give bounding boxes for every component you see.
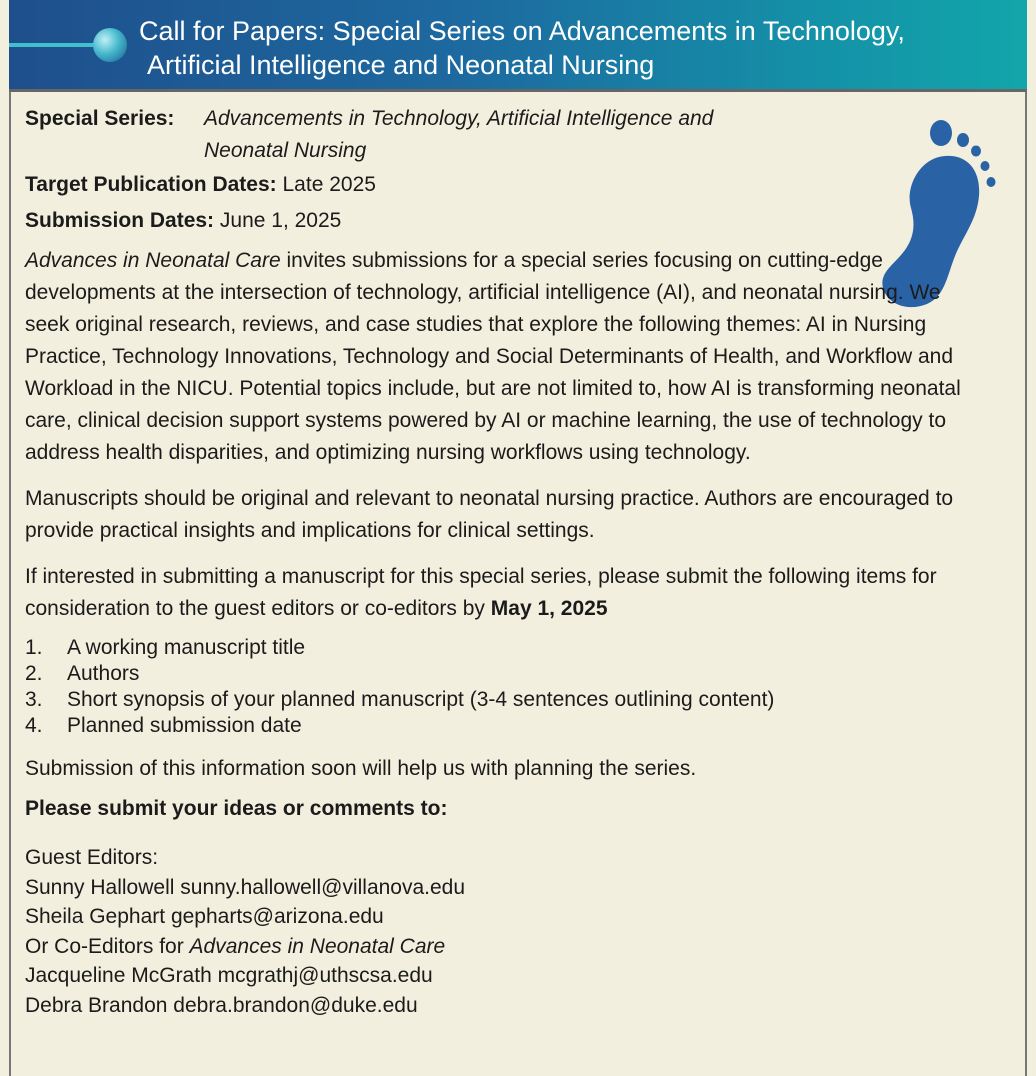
list-item: [25, 635, 1020, 661]
list-item-number: 4.: [25, 714, 43, 737]
co-editor-entry: [25, 961, 1020, 991]
editor-email-link[interactable]: sunny.hallowell@villanova.edu: [180, 875, 466, 899]
interest-paragraph: [25, 561, 1020, 625]
deadline: May 1, 2025: [490, 597, 608, 620]
editor-name: Sheila Gephart: [25, 905, 166, 928]
planning-note: Submission of this information soon will help us with planning the series.: [25, 757, 697, 780]
submission-items-list: [25, 635, 1020, 739]
co-editors-journal: Advances in Neonatal Care: [189, 934, 446, 958]
co-editors-label: [25, 932, 1020, 962]
special-series-value: [204, 103, 824, 167]
special-series-row: [25, 103, 1020, 167]
editor-name: Jacqueline McGrath: [25, 964, 212, 987]
special-series-label: Special Series:: [25, 107, 175, 130]
list-item-text: Planned submission date: [67, 714, 302, 737]
interest-text: If interested in submitting a manuscript for this special series, please submit the following items for consideration to the guest editors or co-editors by: [25, 565, 937, 620]
header-banner: [9, 0, 1027, 92]
editor-name: Sunny Hallowell: [25, 875, 175, 899]
guest-editor-entry: [25, 873, 1020, 903]
list-item-number: 3.: [25, 688, 43, 711]
editors-block: [25, 843, 1020, 1020]
list-item-text: A working manuscript title: [67, 636, 306, 659]
submission-dates-value: June 1, 2025: [219, 209, 342, 232]
co-editors-prefix: Or Co-Editors for: [25, 934, 190, 958]
target-dates-value: Late 2025: [282, 173, 376, 196]
target-dates-row: [25, 169, 1020, 201]
list-item: [25, 661, 1020, 687]
header-orb-icon: [93, 28, 127, 62]
page-title-line2: Artificial Intelligence and Neonatal Nursing: [147, 50, 655, 80]
intro-paragraph: [25, 245, 973, 469]
list-item: [25, 687, 1020, 713]
main-content: [25, 103, 1020, 1020]
special-series-value-line1: Advancements in Technology, Artificial Intelligence and: [204, 107, 714, 130]
submit-heading: Please submit your ideas or comments to:: [25, 797, 448, 820]
list-item: [25, 713, 1020, 739]
editor-name: Debra Brandon: [25, 993, 168, 1017]
special-series-value-line2: Neonatal Nursing: [204, 139, 367, 162]
page-title: [139, 14, 1019, 82]
editor-email-link[interactable]: debra.brandon@duke.edu: [173, 993, 418, 1017]
target-dates-label: Target Publication Dates:: [25, 173, 277, 196]
list-item-number: 1.: [25, 636, 43, 659]
guest-editor-entry: [25, 902, 1020, 932]
manuscripts-paragraph: Manuscripts should be original and relevant to neonatal nursing practice. Authors are encouraged to provide practical insights and implications for clinical settings.: [25, 487, 954, 542]
editor-email-link[interactable]: gepharts@arizona.edu: [170, 905, 384, 928]
guest-editors-label: Guest Editors:: [25, 846, 159, 869]
intro-text: invites submissions for a special series focusing on cutting-edge developments at the intersection of technology, artificial intelligence (AI), and neonatal nursing. We seek original research, reviews, and case studies that explore the following themes: AI in Nursing Practice, Technology Innovations, Technology and Social Determinants of Health, and Workflow and Workload in the NICU. Potential topics include, but are not limited to, how AI is transforming neonatal care, clinical decision support systems powered by AI or machine learning, the use of technology to address health disparities, and optimizing nursing workflows using technology.: [25, 249, 961, 464]
list-item-text: Short synopsis of your planned manuscript (3-4 sentences outlining content): [67, 688, 775, 711]
co-editor-entry: [25, 991, 1020, 1021]
editor-email-link[interactable]: mcgrathj@uthscsa.edu: [217, 964, 433, 987]
submission-dates-row: [25, 205, 1020, 237]
submission-dates-label: Submission Dates:: [25, 209, 215, 232]
page-title-line1: Call for Papers: Special Series on Advancements in Technology,: [139, 16, 905, 46]
journal-name: Advances in Neonatal Care: [25, 249, 281, 272]
list-item-text: Authors: [67, 662, 140, 685]
list-item-number: 2.: [25, 662, 43, 685]
